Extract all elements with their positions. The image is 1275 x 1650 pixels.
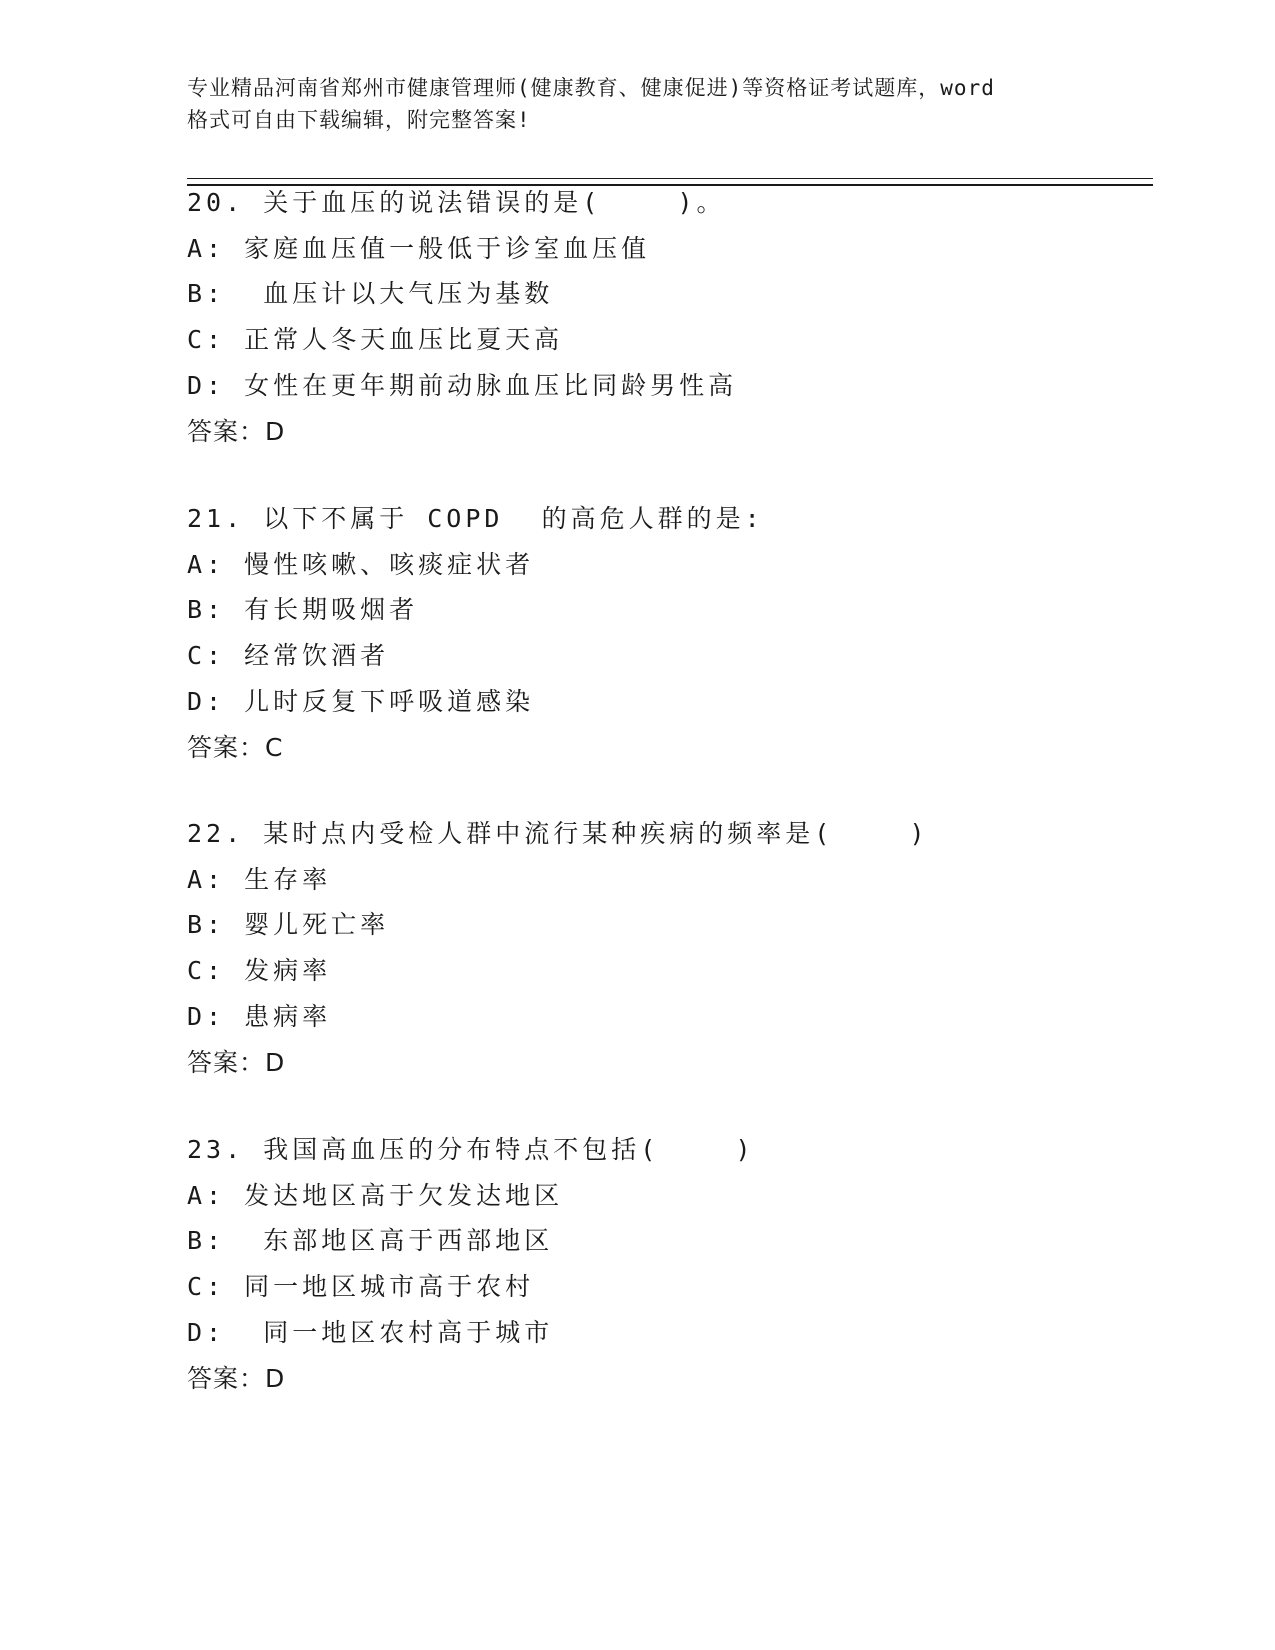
question-23 bbox=[187, 1127, 1147, 1401]
option-c: C: 发病率 bbox=[187, 956, 332, 986]
option-c: C: 正常人冬天血压比夏天高 bbox=[187, 325, 564, 355]
option-d: D: 儿时反复下呼吸道感染 bbox=[187, 686, 535, 716]
option-b: B: 血压计以大气压为基数 bbox=[187, 279, 554, 309]
question-20 bbox=[187, 180, 1147, 454]
answer: 答案：D bbox=[187, 416, 286, 446]
question-stem: 21. 以下不属于 COPD 的高危人群的是: bbox=[187, 504, 764, 533]
option-b: B: 有长期吸烟者 bbox=[187, 595, 419, 625]
answer: 答案：D bbox=[187, 1363, 286, 1393]
option-c: C: 同一地区城市高于农村 bbox=[187, 1272, 535, 1302]
question-stem: 22. 某时点内受检人群中流行某种疾病的频率是( ) bbox=[187, 819, 929, 848]
answer: 答案：D bbox=[187, 1047, 286, 1077]
question-21 bbox=[187, 496, 1147, 770]
option-a: A: 家庭血压值一般低于诊室血压值 bbox=[187, 233, 651, 263]
header-line-1: 专业精品河南省郑州市健康管理师(健康教育、健康促进)等资格证考试题库，word bbox=[187, 76, 995, 100]
option-d: D: 患病率 bbox=[187, 1001, 332, 1031]
option-a: A: 生存率 bbox=[187, 864, 332, 894]
header-line-2: 格式可自由下载编辑，附完整答案! bbox=[187, 108, 531, 132]
answer: 答案：C bbox=[187, 732, 284, 762]
option-d: D: 同一地区农村高于城市 bbox=[187, 1317, 554, 1347]
question-stem: 23. 我国高血压的分布特点不包括( ) bbox=[187, 1135, 755, 1164]
option-c: C: 经常饮酒者 bbox=[187, 641, 390, 671]
question-22 bbox=[187, 811, 1147, 1085]
document-header bbox=[187, 72, 1107, 136]
option-b: B: 婴儿死亡率 bbox=[187, 910, 390, 940]
option-a: A: 发达地区高于欠发达地区 bbox=[187, 1180, 564, 1210]
question-stem: 20. 关于血压的说法错误的是( )。 bbox=[187, 188, 726, 217]
option-b: B: 东部地区高于西部地区 bbox=[187, 1226, 554, 1256]
option-d: D: 女性在更年期前动脉血压比同龄男性高 bbox=[187, 370, 738, 400]
option-a: A: 慢性咳嗽、咳痰症状者 bbox=[187, 549, 535, 579]
